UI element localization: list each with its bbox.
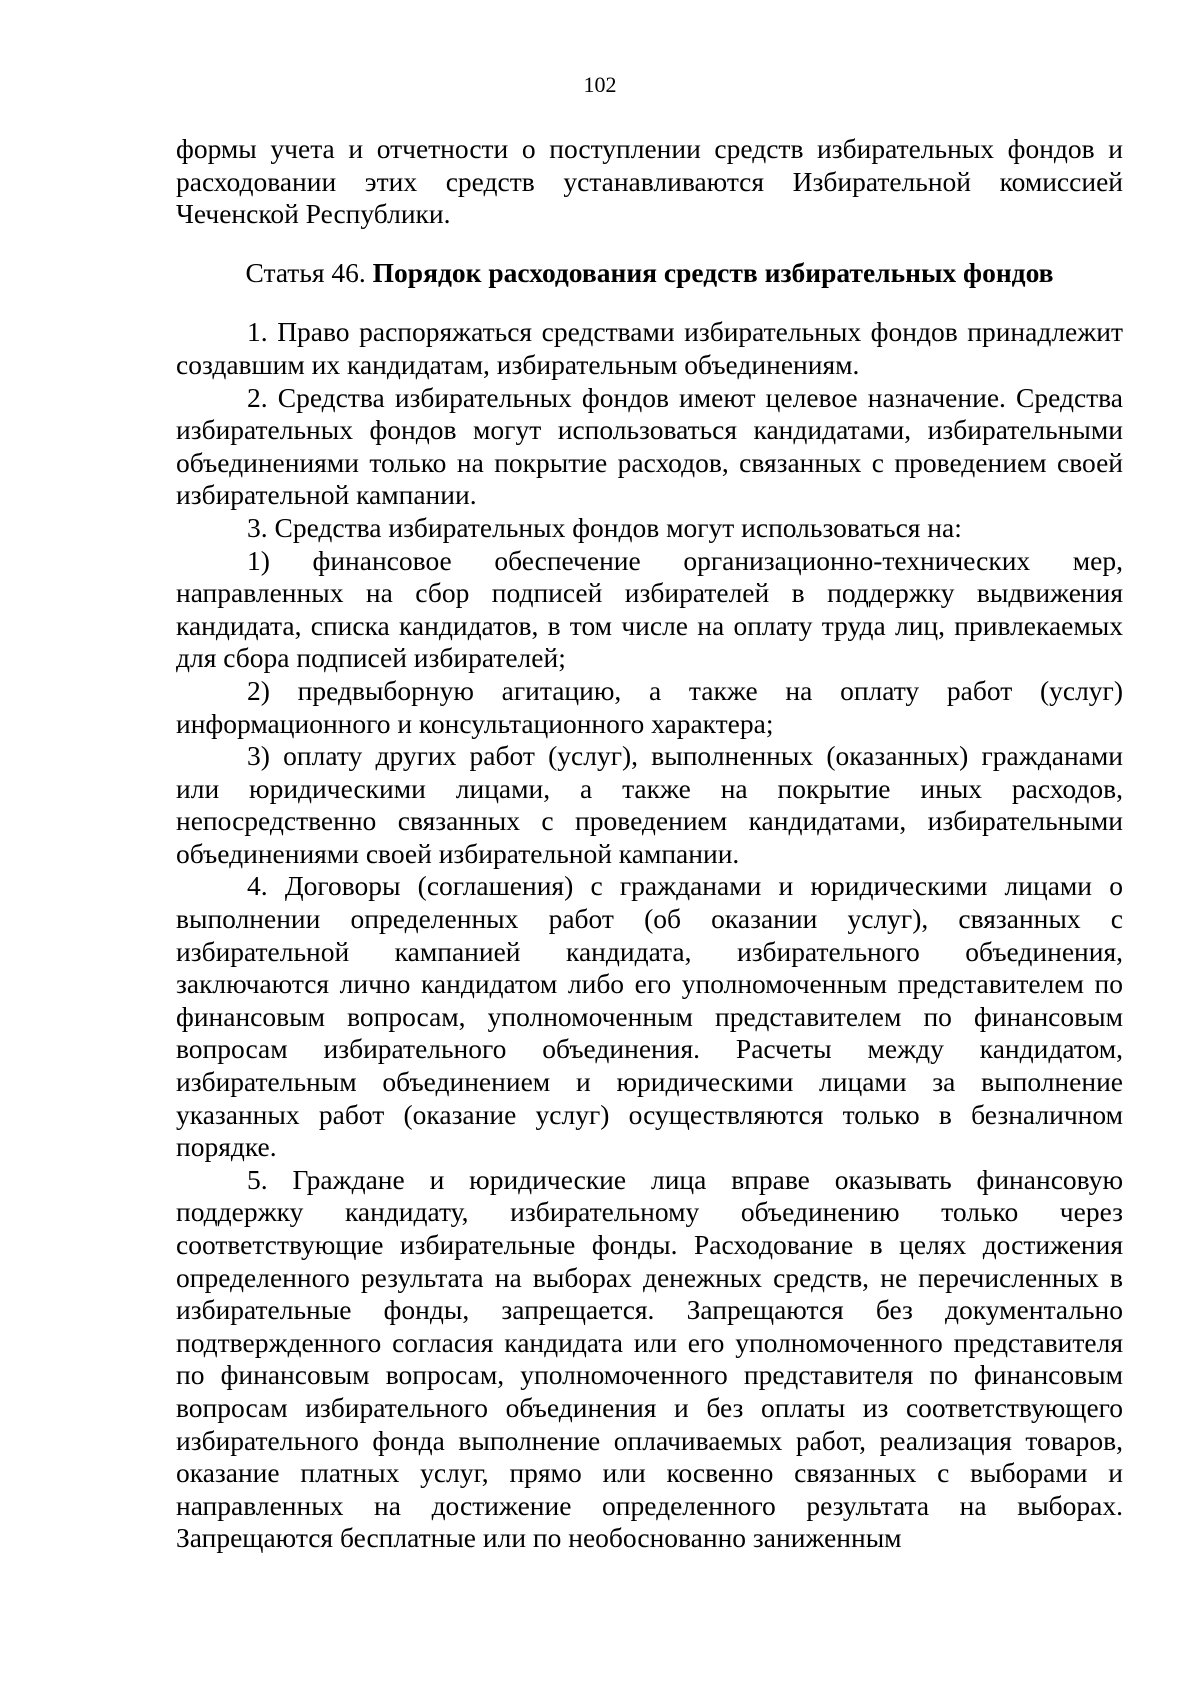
- paragraph-2: 2. Средства избирательных фондов имеют целевое назначение. Средства избирательных фондов могут использоваться кандидатами, избирательными объединениями только на покрытие расходов, связанных с проведением своей избирательной кампании.: [176, 381, 1123, 511]
- paragraph-3-item-1: 1) финансовое обеспечение организационно-технических мер, направленных на сбор подписей избирателей в поддержку выдвижения кандидата, списка кандидатов, в том числе на оплату труда лиц, привлекаемых для сбора подписей избирателей;: [176, 544, 1123, 674]
- document-body: [176, 133, 1123, 1555]
- paragraph-1: 1. Право распоряжаться средствами избирательных фондов принадлежит создавшим их кандидатам, избирательным объединениям.: [176, 316, 1123, 380]
- article-label: Статья 46.: [245, 256, 366, 288]
- article-title: Порядок расходования средств избирательных фондов: [372, 256, 1054, 288]
- paragraph-4: 4. Договоры (соглашения) с гражданами и юридическими лицами о выполнении определенных работ (об оказании услуг), связанных с избирательной кампанией кандидата, избирательного объединения, заключаются лично кандидатом либо его уполномоченным представителем по финансовым вопросам, уполномоченным представителем по финансовым вопросам избирательного объединения. Расчеты между кандидатом, избирательным объединением и юридическими лицами за выполнение указанных работ (оказание услуг) осуществляются только в безналичном порядке.: [176, 870, 1123, 1163]
- paragraph-5: 5. Граждане и юридические лица вправе оказывать финансовую поддержку кандидату, избирательному объединению только через соответствующие избирательные фонды. Расходование в целях достижения определенного результата на выборах денежных средств, не перечисленных в избирательные фонды, запрещается. Запрещаются без документально подтвержденного согласия кандидата или его уполномоченного представителя по финансовым вопросам, уполномоченного представителя по финансовым вопросам избирательного объединения и без оплаты из соответствующего избирательного фонда выполнение оплачиваемых работ, реализация товаров, оказание платных услуг, прямо или косвенно связанных с выборами и направленных на достижение определенного результата на выборах. Запрещаются бесплатные или по необоснованно заниженным: [176, 1163, 1123, 1554]
- intro-paragraph: формы учета и отчетности о поступлении средств избирательных фондов и расходовании этих средств устанавливаются Избирательной комиссией Чеченской Республики.: [176, 133, 1123, 230]
- paragraph-3: 3. Средства избирательных фондов могут использоваться на:: [247, 511, 962, 543]
- article-heading: [176, 257, 1123, 290]
- page-number: 102: [583, 72, 617, 97]
- paragraph-3-item-2: 2) предвыборную агитацию, а также на оплату работ (услуг) информационного и консультационного характера;: [176, 674, 1123, 739]
- paragraph-3-item-3: 3) оплату других работ (услуг), выполненных (оказанных) гражданами или юридическими лицами, а также на покрытие иных расходов, непосредственно связанных с проведением кандидатами, избирательными объединениями своей избирательной кампании.: [176, 740, 1123, 869]
